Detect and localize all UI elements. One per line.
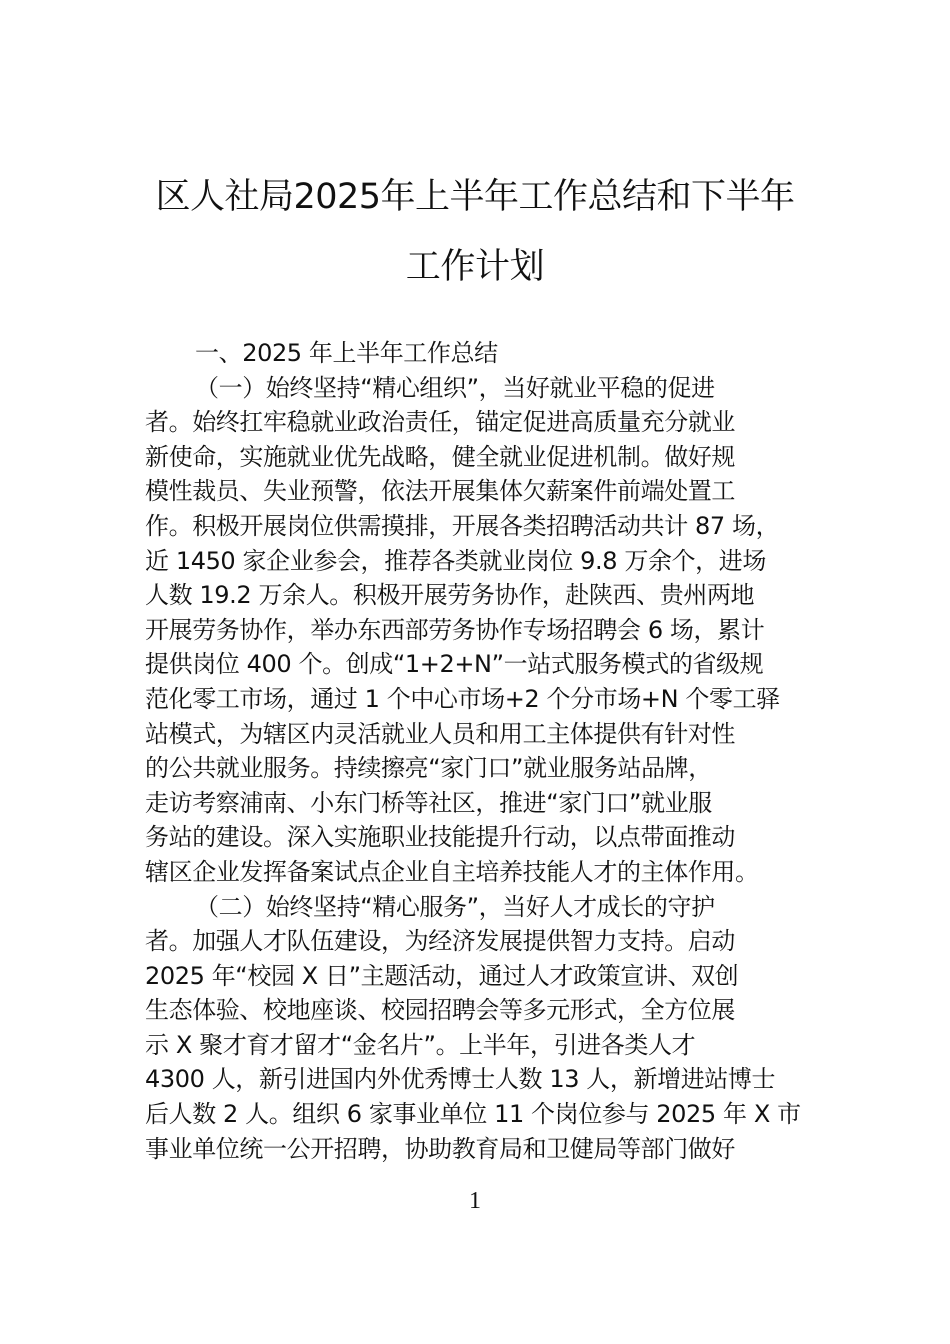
section-heading: 一、2025 年上半年工作总结	[195, 339, 498, 367]
body-text-line: 者。加强人才队伍建设，为经济发展提供智力支持。启动	[145, 927, 735, 956]
body-text-line: （一）始终坚持“精心组织”，当好就业平稳的促进	[195, 373, 715, 402]
body-text-line: 辖区企业发挥备案试点企业自主培养技能人才的主体作用。	[145, 857, 759, 886]
body-text-line: 范化零工市场，通过 1 个中心市场+2 个分市场+N 个零工驿	[145, 684, 780, 713]
document-body	[145, 336, 835, 1166]
body-text-line: 近 1450 家企业参会，推荐各类就业岗位 9.8 万余个，进场	[145, 546, 766, 575]
body-text-line: 示 X 聚才育才留才“金名片”。上半年，引进各类人才	[145, 1030, 696, 1059]
body-text-line: 作。积极开展岗位供需摸排，开展各类招聘活动共计 87 场，	[145, 511, 780, 540]
document-title	[0, 162, 950, 302]
body-text-line: 2025 年“校园 X 日”主题活动，通过人才政策宣讲、双创	[145, 961, 739, 990]
body-text-line: 开展劳务协作，举办东西部劳务协作专场招聘会 6 场，累计	[145, 615, 765, 644]
page-number: 1	[469, 1188, 481, 1214]
body-text-line: 人数 19.2 万余人。积极开展劳务协作，赴陕西、贵州两地	[145, 581, 755, 610]
body-text-line: 生态体验、校地座谈、校园招聘会等多元形式，全方位展	[145, 996, 735, 1025]
body-text-line: 4300 人，新引进国内外优秀博士人数 13 人，新增进站博士	[145, 1065, 776, 1094]
body-text-line: 提供岗位 400 个。创成“1+2+N”一站式服务模式的省级规	[145, 650, 764, 679]
body-text-line: （二）始终坚持“精心服务”，当好人才成长的守护	[195, 892, 715, 921]
body-text-line: 模性裁员、失业预警，依法开展集体欠薪案件前端处置工	[145, 477, 735, 506]
body-text-line: 务站的建设。深入实施职业技能提升行动，以点带面推动	[145, 823, 735, 852]
body-text-line: 后人数 2 人。组织 6 家事业单位 11 个岗位参与 2025 年 X 市	[145, 1100, 801, 1129]
title-line-2: 工作计划	[405, 247, 545, 287]
body-text-line: 事业单位统一公开招聘，协助教育局和卫健局等部门做好	[145, 1134, 735, 1163]
body-text-line: 站模式，为辖区内灵活就业人员和用工主体提供有针对性	[145, 719, 735, 748]
body-text-line: 新使命，实施就业优先战略，健全就业促进机制。做好规	[145, 442, 735, 471]
body-text-line: 走访考察浦南、小东门桥等社区，推进“家门口”就业服	[145, 788, 712, 817]
body-text-line: 的公共就业服务。持续擦亮“家门口”就业服务站品牌，	[145, 754, 712, 783]
body-text-line: 者。始终扛牢稳就业政治责任，锚定促进高质量充分就业	[145, 408, 735, 437]
title-line-1: 区人社局2025年上半年工作总结和下半年	[155, 177, 795, 217]
